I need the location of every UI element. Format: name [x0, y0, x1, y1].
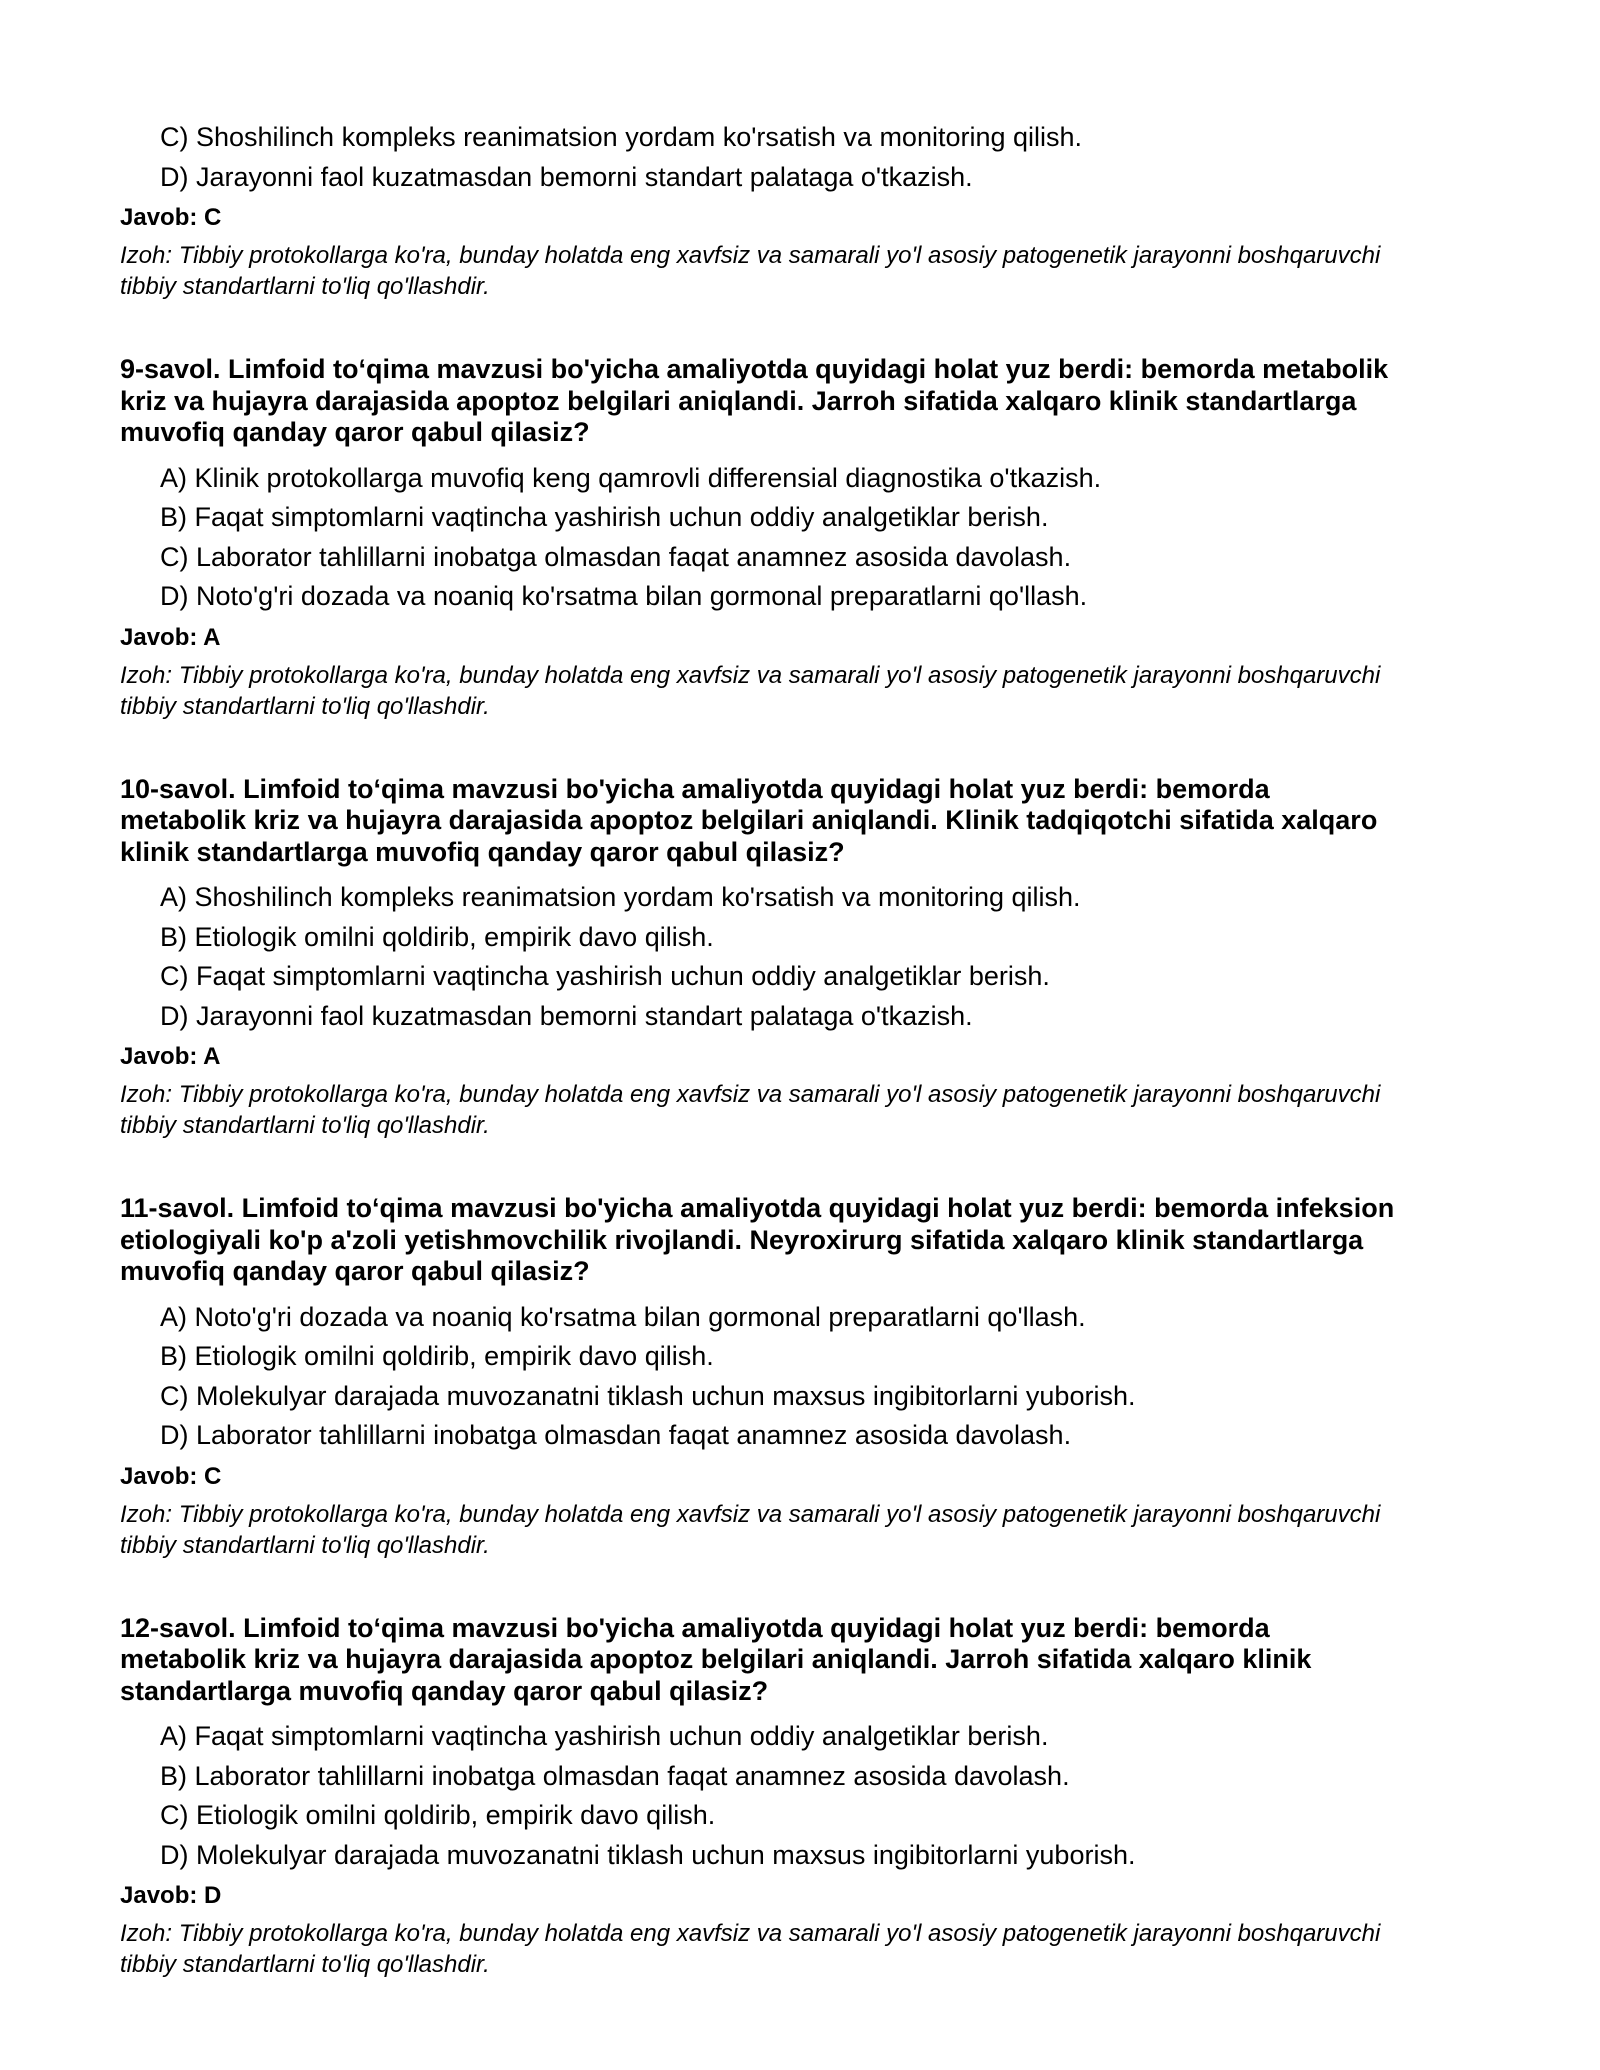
question-12 [120, 1613, 1500, 1981]
question-title-line: 11-savol. Limfoid to‘qima mavzusi bo'yicha amaliyotda quyidagi holat yuz berdi: bemorda infeksion [120, 1193, 1395, 1223]
question-title-line: metabolik kriz va hujayra darajasida apoptoz belgilari aniqlandi. Klinik tadqiqotchi sifatida xalqaro [120, 805, 1378, 835]
option-d: D) Jarayonni faol kuzatmasdan bemorni standart palataga o'tkazish. [160, 161, 973, 192]
answer-label: Javob: D [120, 1882, 222, 1909]
option-d: D) Jarayonni faol kuzatmasdan bemorni standart palataga o'tkazish. [160, 1000, 973, 1031]
answer-label: Javob: C [120, 204, 222, 231]
question-9 [120, 354, 1500, 722]
explanation-note: Izoh: Tibbiy protokollarga ko'ra, bunday holatda eng xavfsiz va samarali yo'l asosiy patogenetik jarayonni boshqaruvchi tibbiy standartlarni to'liq qo'llashdir. [120, 1500, 1381, 1559]
question-title-line: 12-savol. Limfoid to‘qima mavzusi bo'yicha amaliyotda quyidagi holat yuz berdi: bemorda [120, 1612, 1270, 1643]
answer-label: Javob: A [120, 1043, 221, 1070]
question-title-line: etiologiyali ko'p a'zoli yetishmovchilik rivojlandi. Neyroxirurg sifatida xalqaro klinik standartlarga [120, 1224, 1364, 1255]
option-a: A) Faqat simptomlarni vaqtincha yashirish uchun oddiy analgetiklar berish. [160, 1721, 1049, 1751]
question-title-line: 10-savol. Limfoid to‘qima mavzusi bo'yicha amaliyotda quyidagi holat yuz berdi: bemorda [120, 773, 1270, 804]
question-title-line: muvofiq qanday qaror qabul qilasiz? [120, 417, 590, 447]
option-a: A) Klinik protokollarga muvofiq keng qamrovli differensial diagnostika o'tkazish. [160, 462, 1102, 493]
question-title-line: standartlarga muvofiq qanday qaror qabul qilasiz? [120, 1675, 769, 1706]
question-title-line: kriz va hujayra darajasida apoptoz belgilari aniqlandi. Jarroh sifatida xalqaro klinik standartlarga [120, 385, 1357, 416]
option-c: C) Faqat simptomlarni vaqtincha yashirish uchun oddiy analgetiklar berish. [160, 961, 1050, 991]
question-title-line: metabolik kriz va hujayra darajasida apoptoz belgilari aniqlandi. Jarroh sifatida xalqaro klinik [120, 1644, 1312, 1674]
question-8-continued [120, 118, 1500, 302]
question-title [120, 354, 1500, 449]
option-c: C) Shoshilinch kompleks reanimatsion yordam ko'rsatish va monitoring qilish. [160, 122, 1083, 152]
explanation-note: Izoh: Tibbiy protokollarga ko'ra, bunday holatda eng xavfsiz va samarali yo'l asosiy patogenetik jarayonni boshqaruvchi tibbiy standartlarni to'liq qo'llashdir. [120, 242, 1381, 300]
question-title [120, 1193, 1500, 1288]
explanation-note: Izoh: Tibbiy protokollarga ko'ra, bunday holatda eng xavfsiz va samarali yo'l asosiy patogenetik jarayonni boshqaruvchi tibbiy standartlarni to'liq qo'llashdir. [120, 661, 1381, 720]
option-c: C) Laborator tahlillarni inobatga olmasdan faqat anamnez asosida davolash. [160, 541, 1072, 572]
question-10 [120, 774, 1500, 1142]
option-b: B) Etiologik omilni qoldirib, empirik davo qilish. [160, 1341, 714, 1371]
option-c: C) Etiologik omilni qoldirib, empirik davo qilish. [160, 1800, 716, 1830]
answer-label: Javob: C [120, 1462, 222, 1490]
explanation-note: Izoh: Tibbiy protokollarga ko'ra, bunday holatda eng xavfsiz va samarali yo'l asosiy patogenetik jarayonni boshqaruvchi tibbiy standartlarni to'liq qo'llashdir. [120, 1920, 1381, 1978]
option-d: D) Molekulyar darajada muvozanatni tiklash uchun maxsus ingibitorlarni yuborish. [160, 1839, 1136, 1870]
answer-label: Javob: A [120, 623, 221, 651]
question-title [120, 1613, 1500, 1708]
option-a: A) Noto'g'ri dozada va noaniq ko'rsatma bilan gormonal preparatlarni qo'llash. [160, 1301, 1086, 1332]
option-b: B) Laborator tahlillarni inobatga olmasdan faqat anamnez asosida davolash. [160, 1760, 1070, 1791]
question-11 [120, 1193, 1500, 1561]
option-b: B) Faqat simptomlarni vaqtincha yashirish uchun oddiy analgetiklar berish. [160, 502, 1049, 532]
option-b: B) Etiologik omilni qoldirib, empirik davo qilish. [160, 921, 714, 952]
option-a: A) Shoshilinch kompleks reanimatsion yordam ko'rsatish va monitoring qilish. [160, 882, 1081, 912]
question-title-line: muvofiq qanday qaror qabul qilasiz? [120, 1256, 590, 1286]
question-title-line: 9-savol. Limfoid to‘qima mavzusi bo'yicha amaliyotda quyidagi holat yuz berdi: bemorda metabolik [120, 354, 1389, 384]
question-title-line: klinik standartlarga muvofiq qanday qaror qabul qilasiz? [120, 836, 845, 867]
option-c: C) Molekulyar darajada muvozanatni tiklash uchun maxsus ingibitorlarni yuborish. [160, 1380, 1136, 1411]
option-d: D) Noto'g'ri dozada va noaniq ko'rsatma bilan gormonal preparatlarni qo'llash. [160, 581, 1088, 611]
document-page [120, 118, 1500, 1980]
question-title [120, 774, 1500, 869]
explanation-note: Izoh: Tibbiy protokollarga ko'ra, bunday holatda eng xavfsiz va samarali yo'l asosiy patogenetik jarayonni boshqaruvchi tibbiy standartlarni to'liq qo'llashdir. [120, 1081, 1381, 1139]
option-d: D) Laborator tahlillarni inobatga olmasdan faqat anamnez asosida davolash. [160, 1420, 1072, 1450]
